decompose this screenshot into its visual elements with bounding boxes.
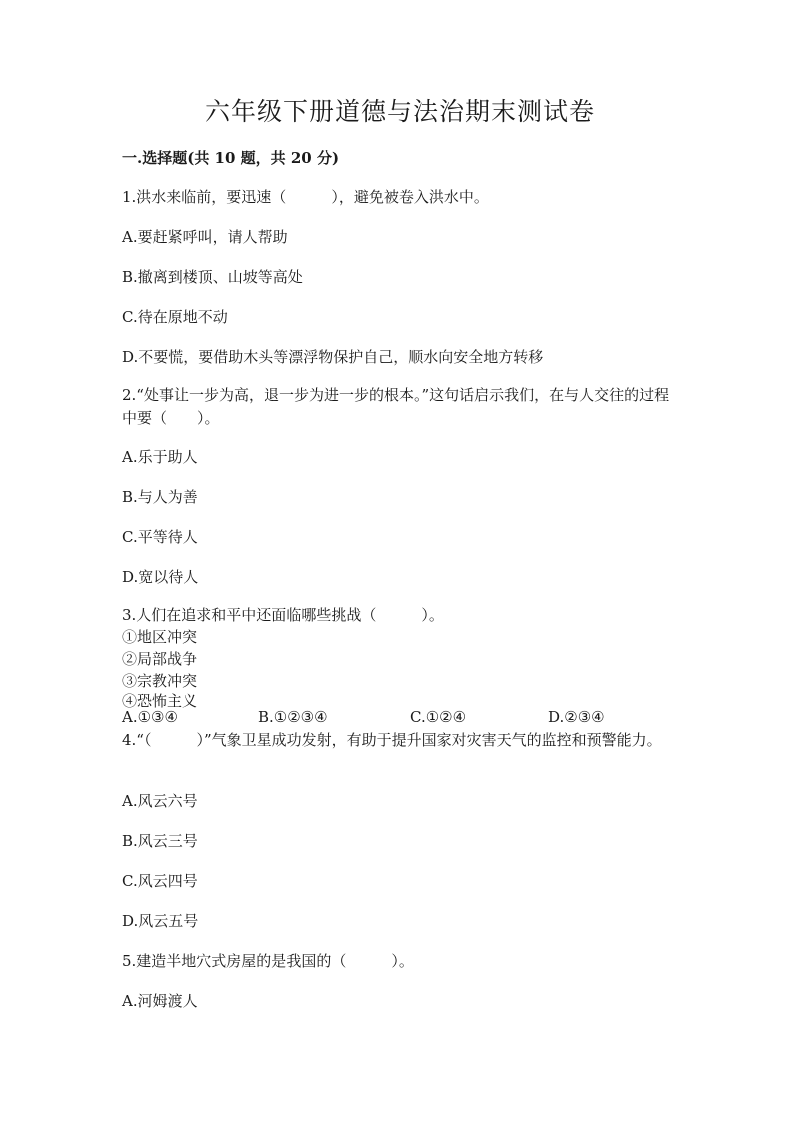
question-1-option-a: A.要赶紧呼叫，请人帮助 — [122, 228, 288, 246]
question-1-option-d: D.不要慌，要借助木头等漂浮物保护自己，顺水向安全地方转移 — [122, 348, 544, 366]
question-1-option-b: B.撤离到楼顶、山坡等高处 — [122, 268, 303, 286]
question-4-option-c: C.风云四号 — [122, 872, 198, 890]
exam-title: 六年级下册道德与法治期末测试卷 — [204, 97, 595, 126]
question-2-stem: 2.“处事让一步为高，退一步为进一步的根本。”这句话启示我们，在与人交往的过程中要（ ）。 — [122, 386, 670, 427]
question-5-option-a: A.河姆渡人 — [122, 992, 198, 1010]
section-heading: 一.选择题(共 10 题，共 20 分) — [122, 149, 340, 167]
question-2-option-b: B.与人为善 — [122, 488, 198, 506]
question-4-option-b: B.风云三号 — [122, 832, 198, 850]
question-2-option-c: C.平等待人 — [122, 528, 198, 546]
question-4-option-a: A.风云六号 — [122, 792, 198, 810]
question-1-option-c: C.待在原地不动 — [122, 308, 228, 326]
question-3-item-1: ①地区冲突 — [122, 628, 198, 646]
question-3-option-a: A.①③④ — [122, 708, 178, 726]
question-3-item-4: ④恐怖主义 — [122, 692, 198, 710]
question-4-stem: 4.“（ ）”气象卫星成功发射，有助于提升国家对灾害天气的监控和预警能力。 — [122, 731, 662, 749]
question-2-option-d: D.宽以待人 — [122, 568, 199, 586]
question-3-option-d: D.②③④ — [548, 708, 605, 726]
question-3-option-b: B.①②③④ — [258, 708, 328, 726]
question-3-stem: 3.人们在追求和平中还面临哪些挑战（ ）。 — [122, 606, 444, 624]
question-1-stem: 1.洪水来临前，要迅速（ ），避免被卷入洪水中。 — [122, 188, 489, 206]
question-3-option-c: C.①②④ — [410, 708, 467, 726]
question-5-stem: 5.建造半地穴式房屋的是我国的（ ）。 — [122, 952, 414, 970]
question-3-item-2: ②局部战争 — [122, 650, 198, 668]
question-3-item-3: ③宗教冲突 — [122, 672, 198, 690]
question-4-option-d: D.风云五号 — [122, 912, 199, 930]
question-2-option-a: A.乐于助人 — [122, 448, 198, 466]
